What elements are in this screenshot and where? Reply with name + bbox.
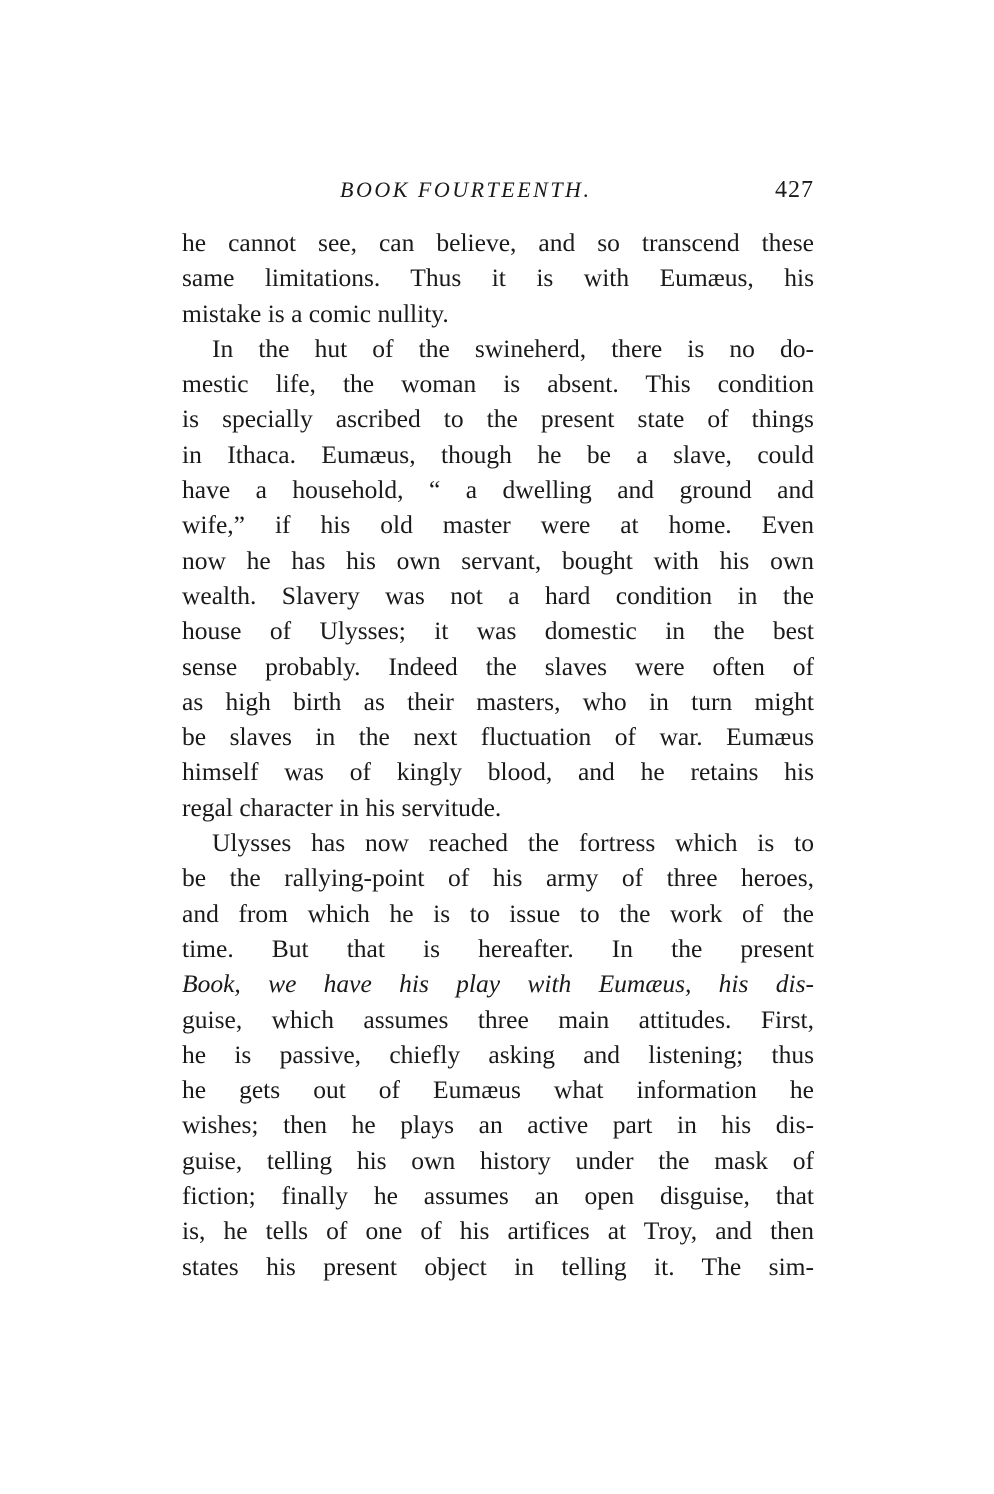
text-line-italic <box>182 966 814 1001</box>
text-line: he gets out of Eumæus what information he <box>182 1075 814 1105</box>
text-line: be slaves in the next fluctuation of war. Eumæus <box>182 722 814 752</box>
text-line: have a household, “ a dwelling and ground and <box>182 475 814 505</box>
text-line: time. But that is hereafter. In the present <box>182 933 814 963</box>
text-line: In the hut of the swineherd, there is no do- <box>212 333 814 363</box>
text-line: he is passive, chiefly asking and listening; thus <box>182 1039 814 1069</box>
text-line: fiction; finally he assumes an open disguise, that <box>182 1181 814 1211</box>
text-line: wife,” if his old master were at home. Even <box>182 510 814 540</box>
text-line: as high birth as their masters, who in turn might <box>182 686 814 716</box>
running-title: BOOK FOURTEENTH. <box>340 177 592 202</box>
text-line: guise, telling his own history under the mask of <box>182 1145 814 1175</box>
text-line: mestic life, the woman is absent. This condition <box>182 369 814 399</box>
text-line: he cannot see, can believe, and so transcend these <box>182 228 814 257</box>
text-line: house of Ulysses; it was domestic in the best <box>182 616 814 646</box>
text-line: in Ithaca. Eumæus, though he be a slave, could <box>182 439 814 469</box>
text-line: himself was of kingly blood, and he retains his <box>182 757 814 787</box>
text-line: sense probably. Indeed the slaves were often of <box>182 651 814 681</box>
text-line: regal character in his servitude. <box>182 792 502 822</box>
text-line: wealth. Slavery was not a hard condition in the <box>182 580 814 610</box>
text-line: is specially ascribed to the present state of things <box>182 404 814 434</box>
running-head <box>182 172 814 208</box>
text-line: is, he tells of one of his artifices at Troy, and then <box>182 1216 814 1246</box>
page-number: 427 <box>775 177 814 203</box>
text-line: and from which he is to issue to the work of the <box>182 898 814 928</box>
text-line: same limitations. Thus it is with Eumæus, his <box>182 263 814 293</box>
text-line: wishes; then he plays an active part in his dis- <box>182 1110 814 1140</box>
italic-text: Book, we have his play with Eumæus, his dis- <box>182 969 814 999</box>
body-text <box>182 225 814 1284</box>
text-line: be the rallying-point of his army of three heroes, <box>182 863 814 893</box>
text-line: guise, which assumes three main attitudes. First, <box>182 1004 814 1034</box>
text-line: Ulysses has now reached the fortress which is to <box>212 828 814 858</box>
text-line: mistake is a comic nullity. <box>182 298 449 328</box>
text-line: now he has his own servant, bought with his own <box>182 545 814 575</box>
text-line: states his present object in telling it. The sim- <box>182 1251 814 1281</box>
